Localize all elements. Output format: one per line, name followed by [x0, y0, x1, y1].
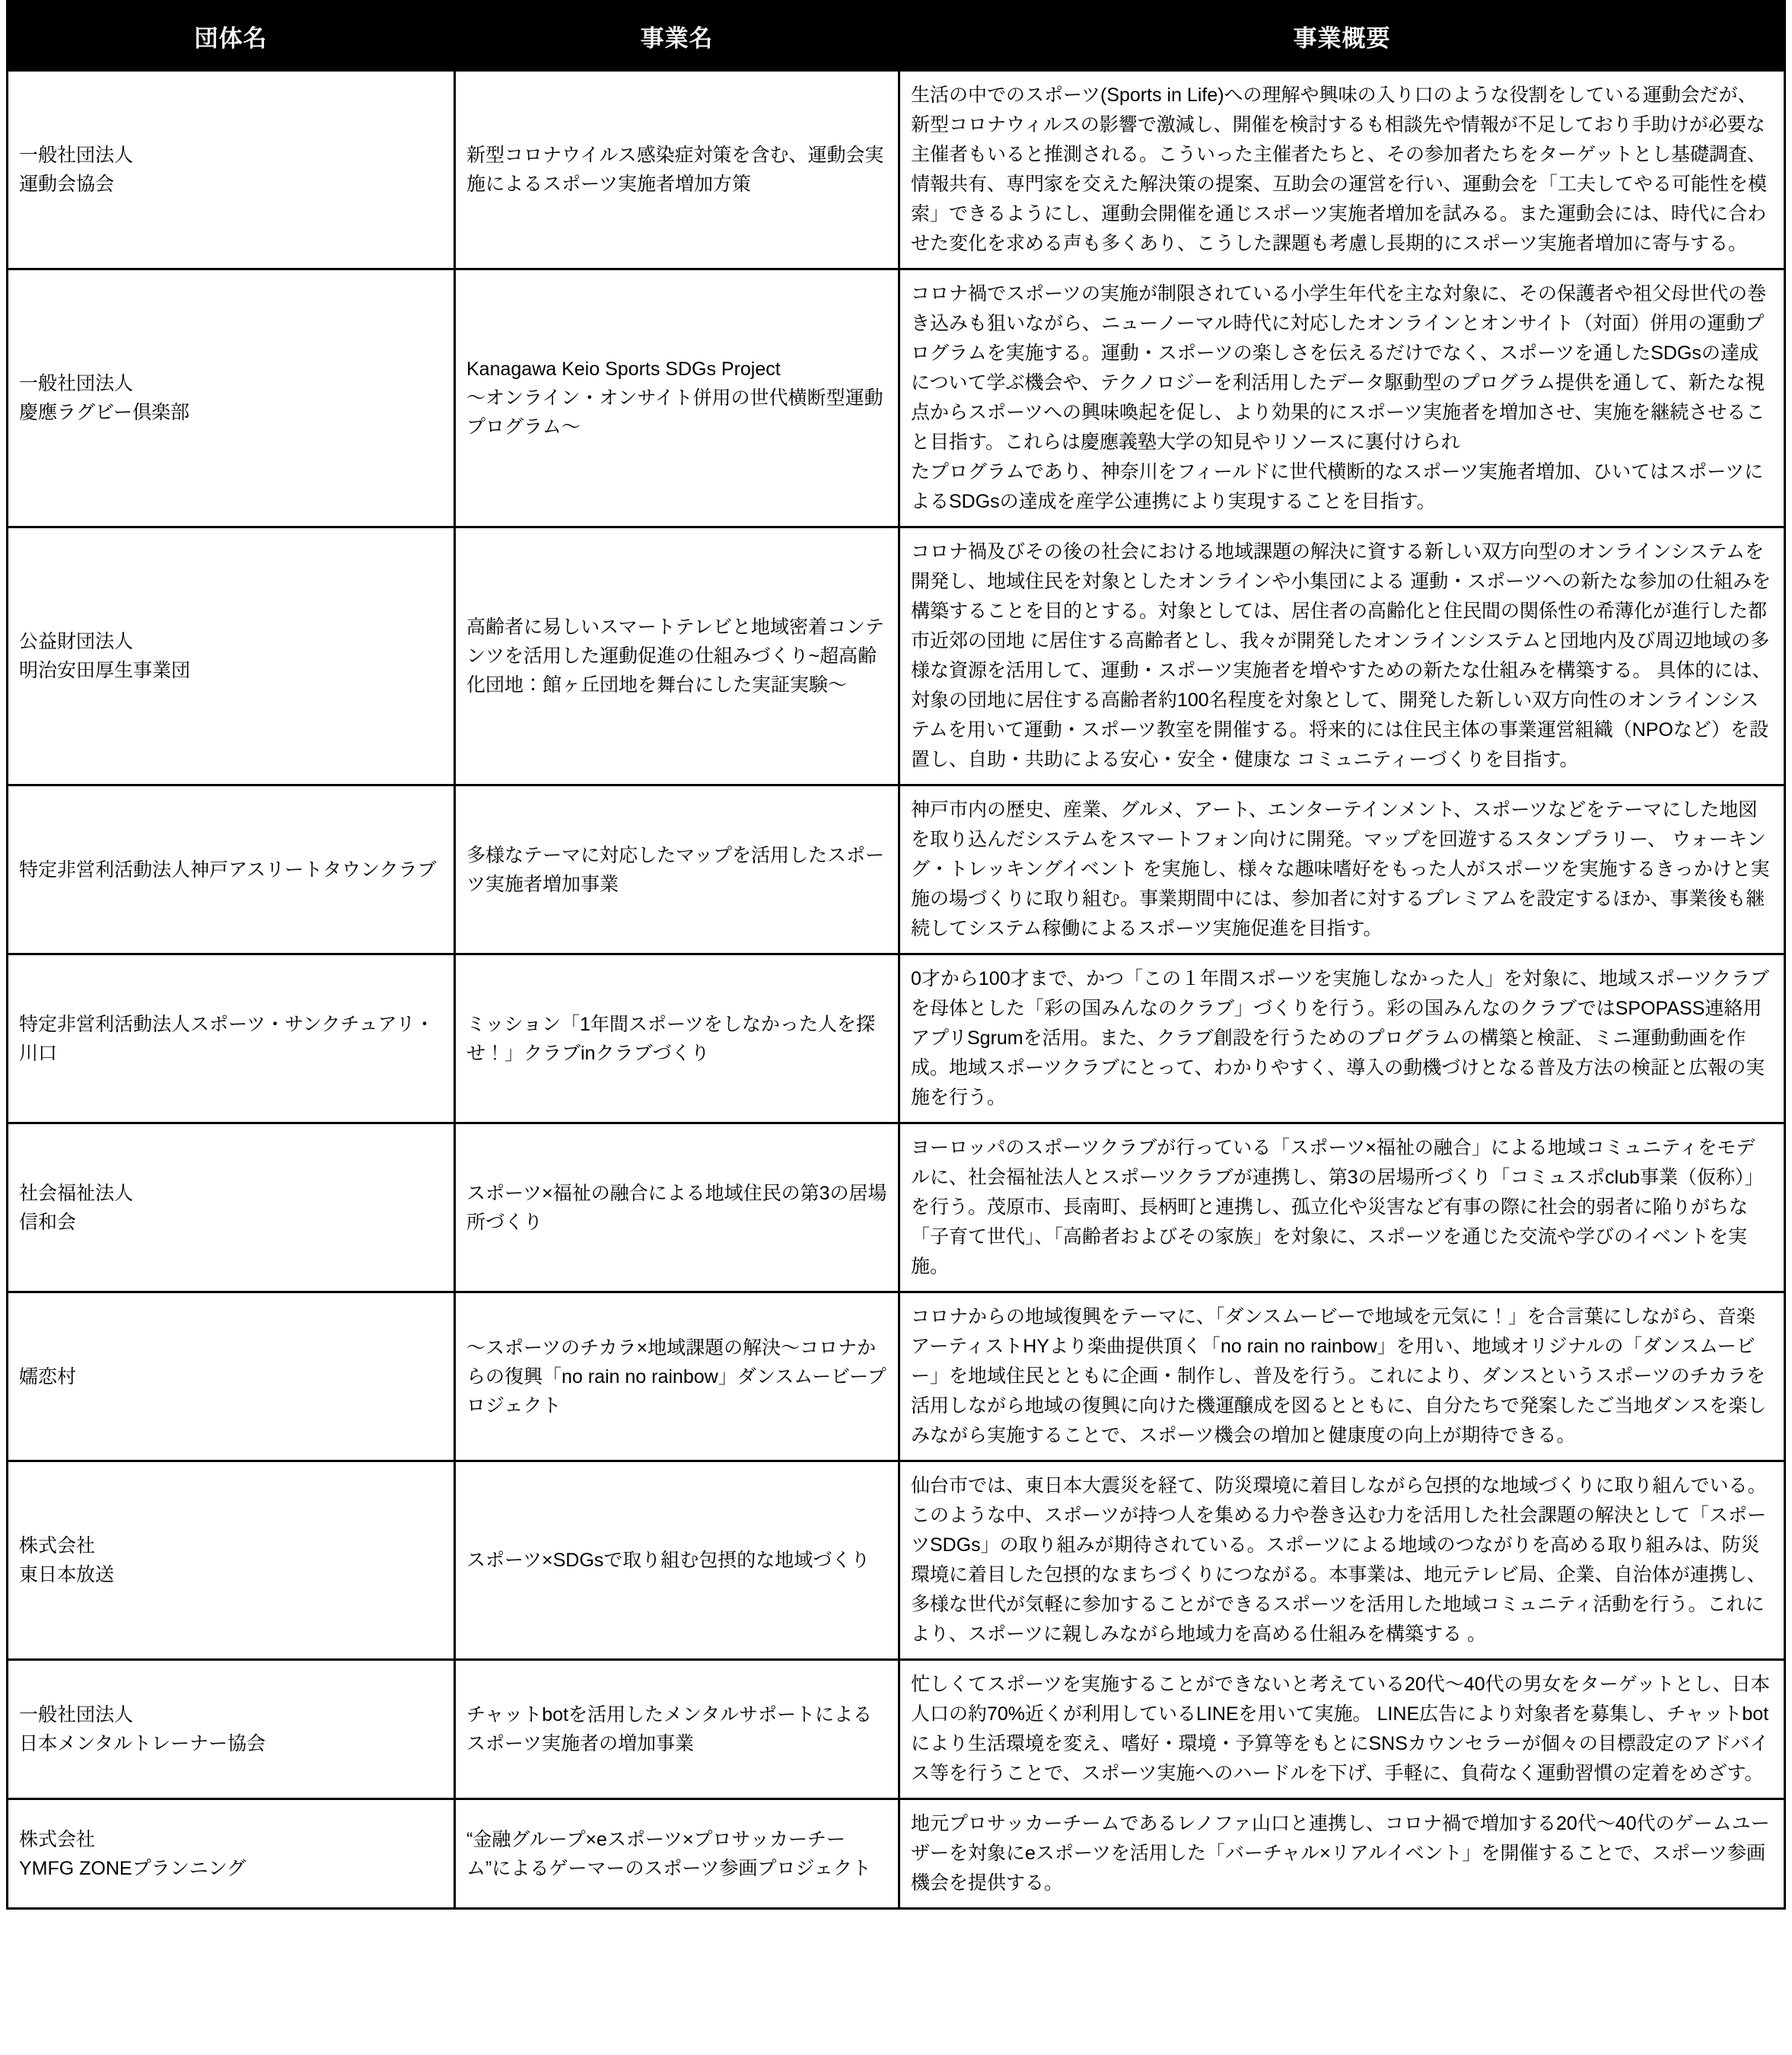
text-line: 多様なテーマに対応したマップを活用したスポーツ実施者増加事業 — [466, 844, 885, 895]
text-line: ～スポーツのチカラ×地域課題の解決～コロナからの復興「no rain no rainbow」ダンスムービープロジェクト — [466, 1337, 886, 1416]
text-line: 公益財団法人 — [19, 631, 134, 652]
cell-project-summary — [899, 269, 1785, 527]
cell-organization-name — [8, 1799, 455, 1909]
text-line: 嬬恋村 — [19, 1365, 77, 1388]
text-line: 慶應ラグビー倶楽部 — [19, 402, 190, 423]
text-line: 高齢者に易しいスマートテレビと地域密着コンテンツを活用した運動促進の仕組みづくり~超高齢化団地：館ヶ丘団地を舞台にした実証実験～ — [466, 616, 885, 696]
table-header — [8, 2, 1785, 71]
text-line: 明治安田厚生事業団 — [19, 660, 191, 681]
cell-project-name — [455, 1123, 899, 1292]
text-line: 日本メンタルトレーナー協会 — [19, 1733, 266, 1754]
text-line: 地元プロサッカーチームであるレノファ山口と連携し、コロナ禍で増加する20代～40代のゲームユーザーを対象にeスポーツを活用した「バーチャル×リアルイベント」を開催することで、スポーツ参画機会を提供する。 — [911, 1813, 1770, 1894]
text-line: 社会福祉法人 — [19, 1182, 134, 1204]
table-row — [8, 1292, 1785, 1461]
cell-project-name — [455, 269, 899, 527]
cell-project-summary — [899, 527, 1785, 785]
text-line: ～オンライン・オンサイト併用の世代横断型運動プログラム～ — [466, 387, 883, 438]
cell-organization-name — [8, 71, 455, 269]
cell-organization-name — [8, 1292, 455, 1461]
text-line: 東日本放送 — [19, 1564, 115, 1585]
cell-project-summary — [899, 1799, 1785, 1909]
table-row — [8, 1660, 1785, 1799]
text-line: 一般社団法人 — [19, 373, 134, 394]
cell-project-summary — [899, 1123, 1785, 1292]
text-line: 仙台市では、東日本大震災を経て、防災環境に着目しながら包摂的な地域づくりに取り組んでいる。このような中、スポーツが持つ人を集める力や巻き込む力を活用した社会課題の解決として「スポーツSDGs」の取り組みが期待されている。スポーツによる地域のつながりを高める取り組みは、防災環境に着目した包摂的なまちづくりにつながる。本事業は、地元テレビ局、企業、自治体が連携し、多様な世代が気軽に参加することができるスポーツを活用した地域コミュニティ活動を行う。これにより、スポーツに親しみながら地域力を高める仕組みを構築する 。 — [911, 1475, 1767, 1645]
text-line: 神戸市内の歴史、産業、グルメ、アート、エンターテインメント、スポーツなどをテーマにした地図を取り込んだシステムをスマートフォン向けに開発。マップを回遊するスタンプラリー、 ウォーキング・トレッキングイベント を実施し、様々な趣味嗜好をもった人がスポーツを実施するきっかけと実施の場づくりに取り組む。事業期間中には、参加者に対するプレミアムを設定するほか、事業後も継続してシステム稼働によるスポーツ実施促進を目指す。 — [911, 799, 1770, 939]
text-line: 特定非営利活動法人スポーツ・サンクチュアリ・川口 — [19, 1013, 434, 1064]
text-line: YMFG ZONEプランニング — [19, 1857, 247, 1879]
cell-organization-name — [8, 785, 455, 954]
text-line: 一般社団法人 — [19, 1704, 134, 1725]
table-row — [8, 1799, 1785, 1909]
text-line: Kanagawa Keio Sports SDGs Project — [466, 358, 781, 380]
cell-project-name — [455, 71, 899, 269]
text-line: たプログラムであり、神奈川をフィールドに世代横断的なスポーツ実施者増加、ひいてはスポーツによるSDGsの達成を産学公連携により実現することを目指す。 — [911, 461, 1764, 512]
text-line: 運動会協会 — [19, 174, 115, 195]
cell-organization-name — [8, 269, 455, 527]
table-row — [8, 954, 1785, 1123]
text-line: 生活の中でのスポーツ(Sports in Life)への理解や興味の入り口のような役割をしている運動会だが、新型コロナウィルスの影響で激減し、開催を検討するも相談先や情報が不足しており手助けが必要な主催者もいると推測される。こういった主催者たちと、その参加者たちをターゲットとし基礎調査、情報共有、専門家を交えた解決策の提案、互助会の運営を行い、運動会を「工夫してやる可能性を模索」できるようにし、運動会開催を通じスポーツ実施者増加を試みる。また運動会には、時代に合わせた変化を求める声も多くあり、こうした課題も考慮し長期的にスポーツ実施者増加に寄与する。 — [911, 84, 1768, 254]
cell-organization-name — [8, 954, 455, 1123]
cell-project-summary — [899, 954, 1785, 1123]
cell-project-name — [455, 527, 899, 785]
cell-organization-name — [8, 1461, 455, 1660]
cell-project-summary — [899, 71, 1785, 269]
text-line: 一般社団法人 — [19, 145, 134, 166]
text-line: スポーツ×SDGsで取り組む包摂的な地域づくり — [466, 1550, 871, 1571]
cell-project-name — [455, 1461, 899, 1660]
table-row — [8, 527, 1785, 785]
text-line: コロナ禍でスポーツの実施が制限されている小学生年代を主な対象に、その保護者や祖父母世代の巻き込みも狙いながら、ニューノーマル時代に対応したオンラインとオンサイト（対面）併用の運動プログラムを実施する。運動・スポーツの楽しさを伝えるだけでなく、スポーツを通したSDGsの達成について学ぶ機会や、テクノロジーを利活用したデータ駆動型のプログラム提供を通して、新たな視点からスポーツへの興味喚起を促し、より効果的にスポーツ実施者を増加させ、実施を継続させること目指す。これらは慶應義塾大学の知見やリソースに裏付けられ — [911, 283, 1767, 453]
cell-project-summary — [899, 1660, 1785, 1799]
table-row — [8, 1461, 1785, 1660]
table-row — [8, 71, 1785, 269]
cell-organization-name — [8, 1660, 455, 1799]
cell-project-summary — [899, 785, 1785, 954]
cell-project-summary — [899, 1461, 1785, 1660]
table-body — [8, 71, 1785, 1909]
text-line: ヨーロッパのスポーツクラブが行っている「スポーツ×福祉の融合」による地域コミュニティをモデルに、社会福祉法人とスポーツクラブが連携し、第3の居場所づくり「コミュスポclub事業（仮称）」を行う。茂原市、長南町、長柄町と連携し、孤立化や災害など有事の際に社会的弱者に陥りがちな「子育て世代」、「高齢者およびその家族」を対象に、スポーツを通じた交流や学びのイベントを実施。 — [911, 1137, 1764, 1277]
table-row — [8, 785, 1785, 954]
text-line: 株式会社 — [19, 1828, 96, 1850]
cell-project-summary — [899, 1292, 1785, 1461]
text-line: コロナからの地域復興をテーマに、「ダンスムービーで地域を元気に！」を合言葉にしながら、音楽アーティストHYより楽曲提供頂く「no rain no rainbow」を用い、地域オリジナルの「ダンスムービー」を地域住民とともに企画・制作し、普及を行う。これにより、ダンスというスポーツのチカラを活用しながら地域の復興に向けた機運醸成を図るとともに、自分たちで発案したご当地ダンスを楽しみながら実施することで、スポーツ機会の増加と健康度の向上が期待できる。 — [911, 1306, 1767, 1446]
text-line: 0才から100才まで、かつ「この１年間スポーツを実施しなかった人」を対象に、地域スポーツクラブを母体とした「彩の国みんなのクラブ」づくりを行う。彩の国みんなのクラブではSPOPASS連絡用アプリSgrumを活用。また、クラブ創設を行うためのプログラムの構築と検証、ミニ運動動画を作成。地域スポーツクラブにとって、わかりやすく、導入の動機づけとなる普及方法の検証と広報の実施を行う。 — [911, 968, 1769, 1108]
cell-project-name — [455, 954, 899, 1123]
cell-project-name — [455, 1799, 899, 1909]
grant-projects-table — [6, 0, 1786, 1910]
text-line: コロナ禍及びその後の社会における地域課題の解決に資する新しい双方向型のオンラインシステムを開発し、地域住民を対象としたオンラインや小集団による 運動・スポーツへの新たな参加の仕組みを構築することを目的とする。対象としては、居住者の高齢化と住民間の関係性の希薄化が進行した都市近郊の団地 に居住する高齢者とし、我々が開発したオンラインシステムと団地内及び周辺地域の多様な資源を活用して、運動・スポーツ実施者を増やすための新たな仕組みを構築する。 具体的には、対象の団地に居住する高齢者約100名程度を対象として、開発した新しい双方向性のオンラインシステムを用いて運動・スポーツ教室を開催する。将来的には住民主体の事業運営組織（NPOなど）を設置し、自助・共助による安心・安全・健康な コミュニティーづくりを目指す。 — [911, 541, 1771, 770]
cell-organization-name — [8, 527, 455, 785]
cell-project-name — [455, 1660, 899, 1799]
text-line: 特定非営利活動法人神戸アスリートタウンクラブ — [19, 859, 437, 881]
cell-project-name — [455, 785, 899, 954]
text-line: 新型コロナウイルス感染症対策を含む、運動会実施によるスポーツ実施者増加方策 — [466, 145, 884, 195]
text-line: チャットbotを活用したメンタルサポートによるスポーツ実施者の増加事業 — [466, 1704, 873, 1754]
text-line: “金融グループ×eスポーツ×プロサッカーチーム”によるゲーマーのスポーツ参画プロジェクト — [466, 1828, 871, 1879]
column-header-project-name: 事業名 — [455, 2, 899, 71]
table-row — [8, 269, 1785, 527]
column-header-project-summary: 事業概要 — [899, 2, 1785, 71]
text-line: スポーツ×福祉の融合による地域住民の第3の居場所づくり — [466, 1182, 887, 1233]
column-header-organization: 団体名 — [8, 2, 455, 71]
cell-organization-name — [8, 1123, 455, 1292]
header-row — [8, 2, 1785, 71]
table-row — [8, 1123, 1785, 1292]
text-line: 信和会 — [19, 1211, 77, 1233]
cell-project-name — [455, 1292, 899, 1461]
text-line: ミッション「1年間スポーツをしなかった人を探せ！」クラブinクラブづくり — [466, 1013, 875, 1064]
text-line: 株式会社 — [19, 1535, 96, 1556]
text-line: 忙しくてスポーツを実施することができないと考えている20代～40代の男女をターゲットとし、日本人口の約70%近くが利用しているLINEを用いて実施。 LINE広告により対象者を募集し、チャットbotにより生活環境を変え、嗜好・環境・予算等をもとにSNSカウンセラーが個々の目標設定のアドバイス等を行うことで、スポーツ実施へのハードルを下げ、手軽に、負荷なく運動習慣の定着をめざす。 — [911, 1674, 1770, 1784]
